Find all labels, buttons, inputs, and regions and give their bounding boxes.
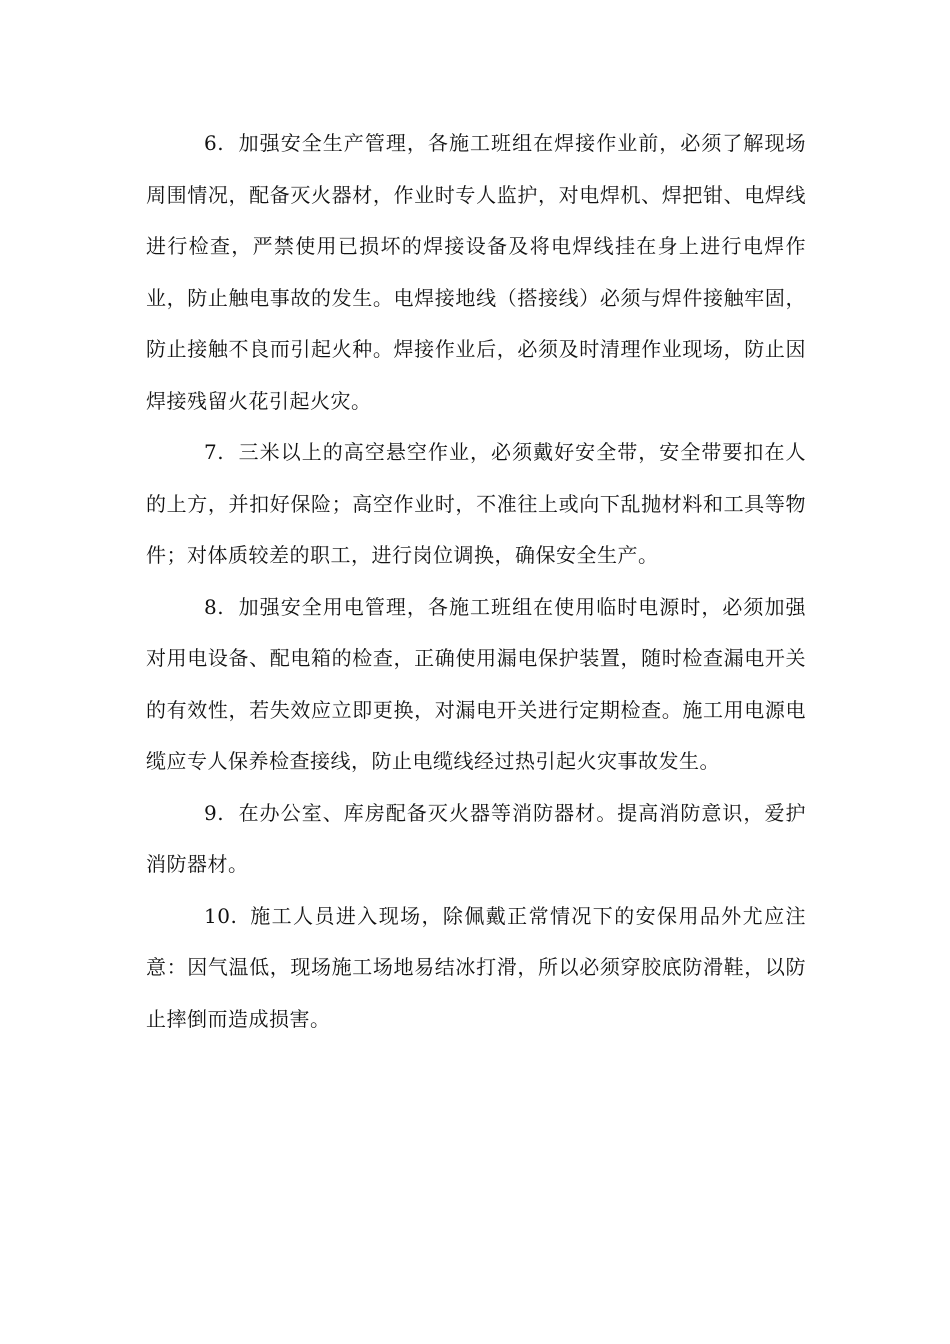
paragraph-number: 9. (204, 800, 225, 825)
document-body (146, 118, 806, 1045)
paragraph-10 (146, 891, 806, 1046)
paragraph-number: 10. (204, 903, 238, 928)
paragraph-number: 8. (204, 594, 225, 619)
paragraph-text: 三米以上的高空悬空作业，必须戴好安全带，安全带要扣在人的上方，并扣好保险；高空作业时，不准往上或向下乱抛材料和工具等物件；对体质较差的职工，进行岗位调换，确保安全生产。 (146, 440, 806, 567)
paragraph-text: 加强安全生产管理，各施工班组在焊接作业前，必须了解现场周围情况，配备灭火器材，作业时专人监护，对电焊机、焊把钳、电焊线进行检查，严禁使用已损坏的焊接设备及将电焊线挂在身上进行电焊作业，防止触电事故的发生。电焊接地线（搭接线）必须与焊件接触牢固，防止接触不良而引起火种。焊接作业后，必须及时清理作业现场，防止因焊接残留火花引起火灾。 (146, 131, 806, 413)
paragraph-8 (146, 582, 806, 788)
paragraph-9 (146, 788, 806, 891)
paragraph-number: 6. (204, 131, 225, 155)
paragraph-text: 施工人员进入现场，除佩戴正常情况下的安保用品外尤应注意：因气温低，现场施工场地易结冰打滑，所以必须穿胶底防滑鞋，以防止摔倒而造成损害。 (146, 903, 806, 1031)
paragraph-text: 在办公室、库房配备灭火器等消防器材。提高消防意识，爱护消防器材。 (146, 800, 806, 876)
paragraph-text: 加强安全用电管理，各施工班组在使用临时电源时，必须加强对用电设备、配电箱的检查，正确使用漏电保护装置，随时检查漏电开关的有效性，若失效应立即更换，对漏电开关进行定期检查。施工用电源电缆应专人保养检查接线，防止电缆线经过热引起火灾事故发生。 (146, 594, 806, 773)
paragraph-7 (146, 427, 806, 582)
paragraph-6 (146, 118, 806, 427)
paragraph-number: 7. (204, 440, 225, 464)
